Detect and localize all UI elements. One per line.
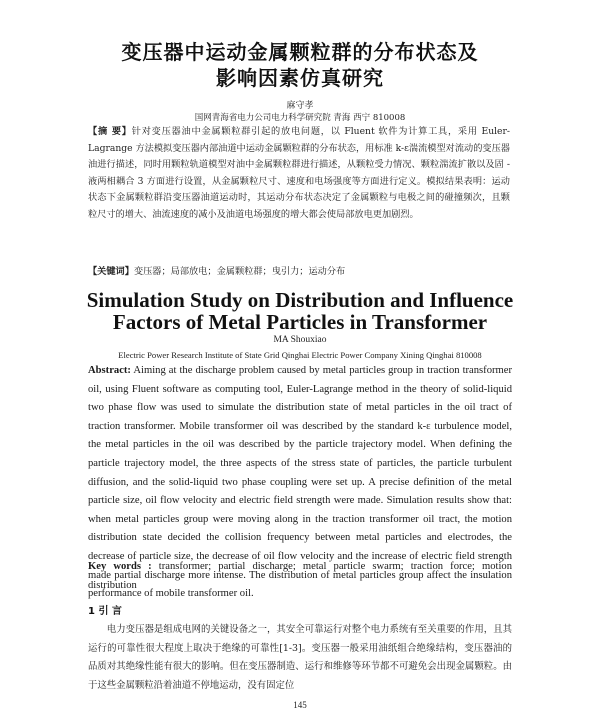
page-number: 145: [293, 700, 307, 710]
cn-keywords: [88, 264, 510, 281]
en-author: MA Shouxiao: [273, 335, 327, 345]
en-title-line-2: Factors of Metal Particles in Transformer: [112, 310, 488, 334]
en-abstract-label: Abstract:: [88, 365, 131, 376]
cn-abstract: [88, 124, 510, 224]
en-keywords-text: transformer; partial discharge; metal particle swarm; traction force; motion distribution: [88, 561, 513, 591]
en-title-line-1: Simulation Study on Distribution and Influence: [86, 288, 514, 312]
en-keywords: [88, 558, 512, 595]
cn-keywords-label: 【关键词】: [88, 266, 134, 277]
cn-author: 麻守孝: [286, 101, 314, 111]
cn-affiliation: 国网青海省电力公司电力科学研究院 青海 西宁 810008: [194, 113, 406, 123]
section-1-heading: 1 引 言: [88, 606, 122, 617]
en-abstract-text: Aiming at the discharge problem caused by metal particles group in traction transformer oil, using Fluent software as computing tool, Euler-Lagrange method in the theory of solid-liquid two phase flow was used to simulate the distribution state of metal particles in the oil tract of traction transformer. Mobile transformer oil was described by the standard k-ε turbulence model, the metal particles in the oil was described by the particle trajectory model. When defining the particle trajectory model, the three aspects of the stress state of particles, the particle turbulent diffusion, and the solid-liquid two phase coupling were set up. A precise definition of the metal particle size, oil flow velocity and electric field strength were made. Simulation results show that: when metal particles group were moving along in the traction transformer oil tract, the motion distribution state decided the collision frequency between metal particles and electrodes, the decrease of particle size, the decrease of oil flow velocity and the increase of electric field strength made partial discharge more intense. The distribution of metal particles group affect the insulation performance of mobile transformer oil.: [88, 365, 512, 600]
intro-paragraph: 电力变压器是组成电网的关键设备之一，其安全可靠运行对整个电力系统有至关重要的作用，且其运行的可靠性很大程度上取决于绝缘的可靠性[1-3]。变压器一般采用油纸组合绝缘结构，变压器油的品质对其绝缘性能有很大的影响。但在变压器制造、运行和维修等环节都不可避免会出现金属颗粒。由于这些金属颗粒沿着油道不停地运动，没有固定位: [88, 624, 512, 691]
en-affiliation: Electric Power Research Institute of State Grid Qinghai Electric Power Company Xining Qinghai 810008: [118, 350, 482, 360]
cn-title-line-2: 影响因素仿真研究: [216, 66, 384, 90]
en-keywords-label: Key words :: [88, 561, 152, 572]
cn-abstract-label: 【摘 要】: [88, 126, 132, 137]
cn-abstract-text: 针对变压器油中金属颗粒群引起的放电问题，以 Fluent 软件为计算工具，采用 Euler-Lagrange 方法模拟变压器内部油道中运动金属颗粒群的分布状态，用标准 k-ε湍流模型对流动的变压器油进行描述，同时用颗粒轨道模型对油中金属颗粒群进行描述，从颗粒受力情况、颗粒湍流扩散以及固 - 液两相耦合 3 方面进行设置，从金属颗粒尺寸、速度和电场强度等方面进行定义。模拟结果表明：运动状态下金属颗粒群沿变压器油道运动时，其运动分布状态决定了金属颗粒与电极之间的碰撞频次，且颗粒尺寸的增大、油流速度的减小及油道电场强度的增大都会使局部放电更加剧烈。: [88, 126, 510, 220]
cn-title-line-1: 变压器中运动金属颗粒群的分布状态及: [121, 40, 479, 64]
cn-keywords-text: 变压器；局部放电；金属颗粒群；曳引力；运动分布: [133, 266, 346, 277]
